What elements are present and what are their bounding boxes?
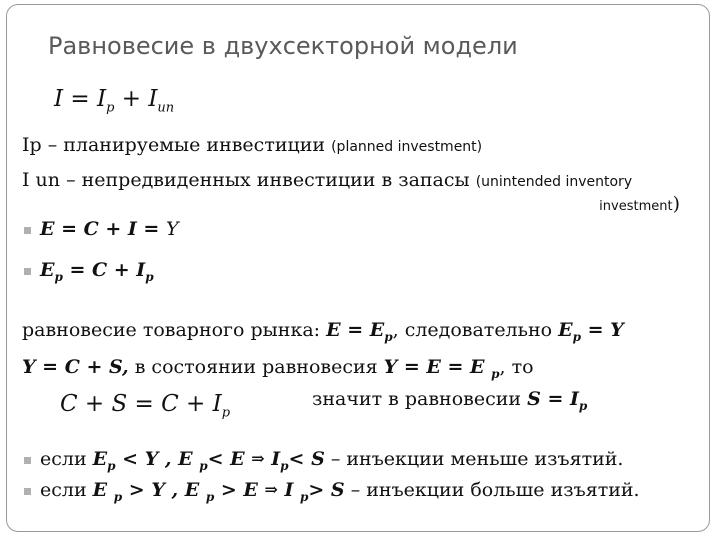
bullet-term: E: [92, 479, 114, 501]
definition-symbol: I un: [22, 169, 61, 191]
bullet-expenditure: [40, 218, 179, 240]
definition-english: (planned investment): [331, 139, 483, 155]
bullet-term: E: [40, 218, 55, 240]
bullet-term: I: [277, 479, 300, 501]
formula-subscript: p: [221, 405, 231, 421]
equilibrium-statement: [22, 319, 624, 344]
identity-subscript: p: [491, 366, 500, 381]
bullet-planned-expenditure: [40, 259, 154, 284]
slide-title: Равновесие в двухсекторной модели: [48, 32, 518, 60]
bullet-injections-less: [40, 448, 623, 473]
definition-planned-investment: [22, 134, 482, 156]
conclusion-statement: [312, 388, 587, 413]
bullet-term: = C + I: [62, 259, 146, 281]
bullet-subscript: p: [107, 458, 116, 473]
identity-term: Y = C + S,: [22, 356, 129, 378]
bullet-term: = C + I =: [54, 218, 166, 240]
equilibrium-subscript: p: [572, 329, 581, 344]
bullet-subscript: p: [54, 269, 63, 284]
identity-term: Y = E = E: [383, 356, 492, 378]
bullet-subscript: p: [300, 489, 309, 504]
definition-english-cont: investment: [599, 199, 673, 214]
equilibrium-prefix: равновесие товарного рынка:: [22, 319, 327, 341]
bullet-subscript: p: [113, 489, 123, 504]
bullet-term: I: [264, 448, 281, 470]
equilibrium-mid: , следовательно: [392, 319, 559, 341]
conclusion-text: значит в равновесии: [312, 388, 528, 410]
bullet-subscript: p: [145, 269, 154, 284]
formula-term: I: [148, 86, 158, 112]
bullet-marker: [24, 268, 31, 275]
bullet-text: – инъекции меньше изъятий.: [324, 448, 624, 470]
definition-unintended-investment: [22, 169, 632, 191]
bullet-term: > Y , E: [122, 479, 206, 501]
bullet-term: < S: [288, 448, 325, 470]
formula-term: I: [97, 86, 107, 112]
bullet-text: если: [40, 479, 93, 501]
bullet-marker: [24, 457, 31, 464]
bullet-marker: [24, 488, 31, 495]
bullet-subscript: p: [280, 458, 289, 473]
bullet-term: < E: [207, 448, 252, 470]
definition-close-paren: ): [672, 193, 680, 215]
bullet-subscript: p: [199, 458, 208, 473]
equilibrium-term: = Y: [581, 319, 624, 341]
formula-term: I: [54, 86, 64, 112]
identity-statement: [22, 356, 534, 381]
equilibrium-subscript: p: [384, 329, 393, 344]
formula-term: C + S = C + I: [60, 391, 222, 417]
definition-text: – непредвиденных инвестиции в запасы: [60, 169, 476, 191]
implies-arrow-icon: ⇒: [264, 480, 278, 499]
conclusion-subscript: p: [578, 398, 588, 413]
definition-continuation: [599, 193, 680, 215]
definition-english: (unintended inventory: [475, 174, 633, 190]
bullet-term: E: [40, 259, 55, 281]
formula-subscript: un: [157, 100, 175, 116]
bullet-subscript: p: [205, 489, 215, 504]
conclusion-term: S = I: [527, 388, 579, 410]
bullet-marker: [24, 227, 31, 234]
equilibrium-term: E = E: [326, 319, 385, 341]
bullet-term: < Y , E: [115, 448, 200, 470]
definition-text: – планируемые инвестиции: [41, 134, 332, 156]
bullet-term: Y: [165, 218, 179, 240]
bullet-term: > S: [308, 479, 345, 501]
definition-symbol: Ip: [22, 134, 42, 156]
bullet-injections-more: [40, 479, 640, 504]
identity-end: , то: [499, 356, 534, 378]
formula-savings-equals-investment: [60, 391, 230, 421]
formula-investment: [54, 86, 174, 116]
bullet-text: если: [40, 448, 93, 470]
implies-arrow-icon: ⇒: [251, 449, 265, 468]
bullet-text: – инъекции больше изъятий.: [344, 479, 640, 501]
bullet-term: > E: [214, 479, 265, 501]
bullet-term: E: [92, 448, 108, 470]
equilibrium-term: E: [558, 319, 573, 341]
formula-plus: +: [114, 86, 149, 112]
formula-equals: =: [63, 86, 97, 112]
identity-mid: в состоянии равновесия: [128, 356, 384, 378]
formula-subscript: p: [106, 100, 115, 116]
